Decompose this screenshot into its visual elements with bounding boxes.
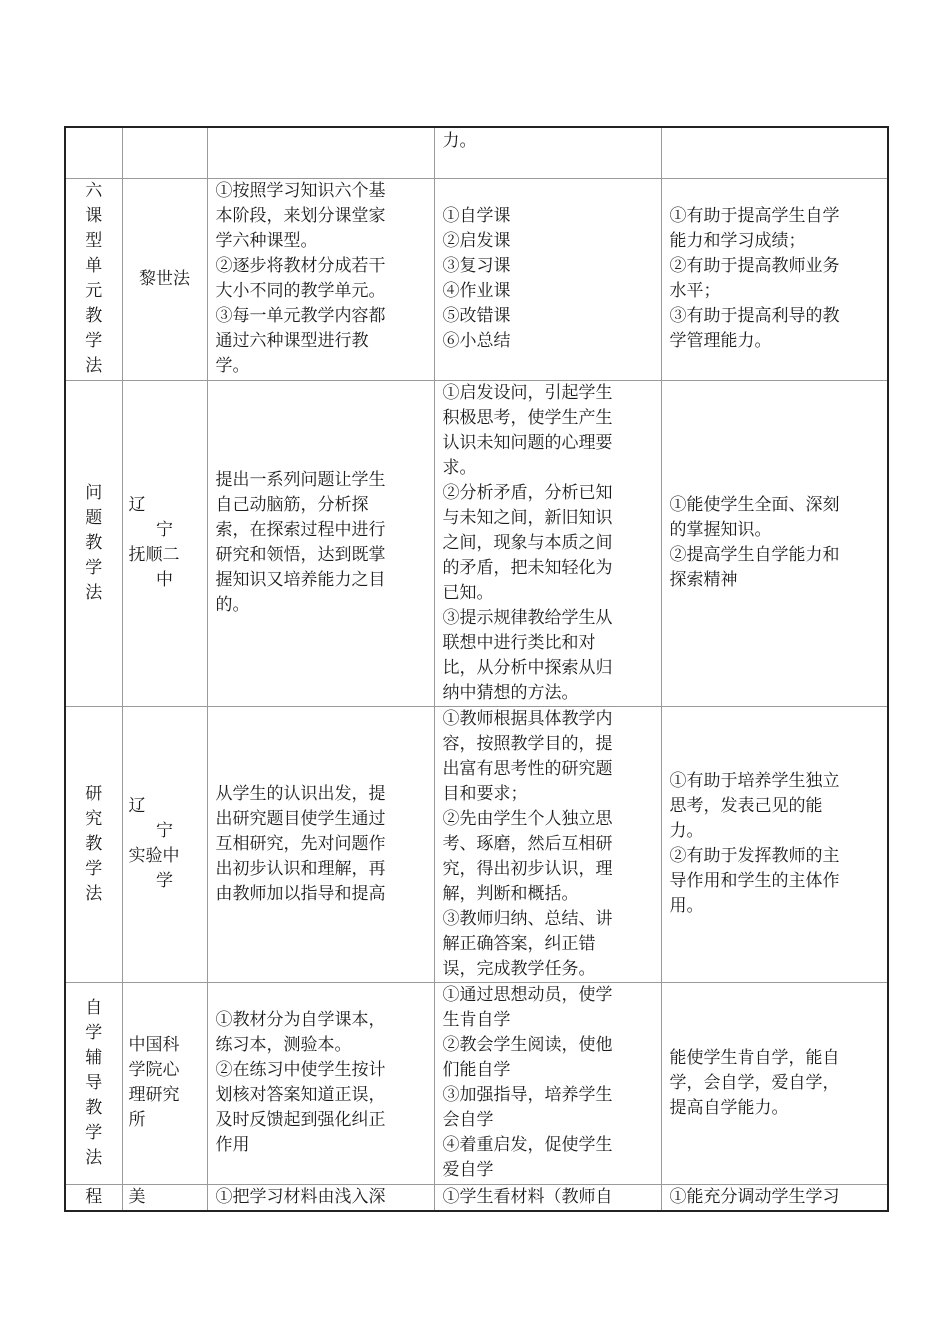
author-line: 中国科 [128,1035,180,1055]
effects-line: 的掌握知识。 [669,520,772,540]
steps-line: 容，按照教学目的，提 [442,733,613,754]
steps-line: 解正确答案，纠正错 [442,933,596,954]
steps-line: ①启发设问，引起学生 [442,382,613,403]
method-name-char: 题 [85,507,103,528]
method-name-char: 学 [85,1122,103,1143]
table-row [65,1184,888,1211]
method-name-char: 导 [85,1072,103,1093]
steps-cell [434,127,661,178]
steps-line: 究，得出初步认识，理 [442,858,613,879]
method-name-cell [65,706,122,982]
steps-line: ④作业课 [442,281,511,301]
features-line: 划核对答案知道正误， [215,1085,386,1105]
author-line: 理研究 [128,1085,180,1105]
steps-cell [434,1184,661,1211]
steps-cell [434,982,661,1184]
method-name-cell [65,380,122,706]
features-line: 的。 [215,595,250,615]
steps-line: ③教师归纳、总结、讲 [442,908,613,929]
steps-cell [434,178,661,380]
effects-line: ②提高学生自学能力和 [669,545,840,565]
features-line: ②在练习中使学生按计 [215,1060,386,1080]
method-name-char: 法 [85,356,103,376]
effects-line: 能力和学习成绩； [669,231,806,251]
effects-line: 提高自学能力。 [669,1097,789,1118]
features-line: 练习本，测验本。 [215,1035,352,1055]
steps-line: 之间，现象与本质之间 [442,532,613,553]
steps-line: ①教师根据具体教学内 [442,708,613,729]
steps-line: ②先由学生个人独立思 [442,808,613,829]
effects-cell [661,1184,888,1211]
method-name-char: 辅 [85,1047,103,1068]
steps-line: ①自学课 [442,206,511,226]
method-name-char: 课 [85,206,103,226]
steps-line: 误，完成教学任务。 [442,958,596,979]
author-cell [122,380,207,706]
method-name-char: 教 [85,532,103,553]
method-name-cell [65,1184,122,1211]
features-line: 学。 [215,356,250,376]
effects-line: ②有助于提高教师业务 [669,256,840,276]
effects-line: ①能充分调动学生学习 [669,1186,840,1207]
method-name-char: 学 [85,331,103,351]
features-line: 学六种课型。 [215,231,318,251]
steps-line: ②启发课 [442,231,511,251]
method-name-char: 教 [85,306,103,326]
method-name-char: 型 [85,231,103,251]
steps-line: 求。 [442,457,477,478]
steps-line: 积极思考，使学生产生 [442,407,613,428]
effects-cell [661,982,888,1184]
features-cell [207,178,434,380]
steps-line: 爱自学 [442,1160,494,1180]
author-line: 黎世法 [139,268,190,289]
effects-line: ②有助于发挥教师的主 [669,846,840,866]
author-cell [122,706,207,982]
author-cell [122,178,207,380]
steps-line: 解，判断和概括。 [442,883,579,904]
method-name-char: 教 [85,1097,103,1118]
effects-cell [661,706,888,982]
effects-line: 力。 [669,821,704,841]
table-row [65,706,888,982]
method-name-char: 自 [85,997,103,1018]
features-line: 从学生的认识出发，提 [215,783,386,804]
teaching-methods-table [64,126,889,1212]
method-name-char: 六 [85,181,103,201]
method-name-cell [65,982,122,1184]
steps-line: ①学生看材料（教师自 [442,1186,613,1207]
effects-cell [661,380,888,706]
steps-line: 已知。 [442,582,494,603]
steps-cell [434,380,661,706]
steps-line: ②分析矛盾，分析已知 [442,482,613,503]
steps-line: 比，从分析中探索从归 [442,657,613,678]
steps-cell [434,706,661,982]
author-cell [122,982,207,1184]
method-name-cell [65,127,122,178]
features-line: 提出一系列问题让学生 [215,470,386,490]
steps-line: ⑤改错课 [442,306,511,326]
effects-line: 探索精神 [669,570,738,590]
method-name-char: 单 [85,256,103,276]
features-line: 握知识又培养能力之目 [215,570,386,590]
steps-line: ④着重启发，促使学生 [442,1135,613,1155]
steps-line: 认识未知问题的心理要 [442,432,613,453]
effects-line: 思考，发表己见的能 [669,796,823,816]
author-line: 辽 [128,495,146,515]
author-line: 中 [156,570,173,590]
method-name-char: 程 [85,1186,103,1207]
steps-line: 会自学 [442,1110,494,1130]
features-cell [207,1184,434,1211]
effects-line: 学，会自学，爱自学， [669,1072,840,1093]
features-line: 自己动脑筋，分析探 [215,495,369,515]
features-line: ③每一单元教学内容都 [215,306,386,326]
steps-line: ③加强指导，培养学生 [442,1085,613,1105]
author-line: 辽 [128,796,146,816]
method-name-char: 学 [85,1022,103,1043]
steps-line: ③提示规律教给学生从 [442,607,613,628]
features-cell [207,982,434,1184]
features-line: 由教师加以指导和提高 [215,883,386,904]
steps-line: ③复习课 [442,256,511,276]
method-name-char: 究 [85,808,103,829]
effects-line: ①能使学生全面、深刻 [669,495,840,515]
features-cell [207,127,434,178]
features-line: 研究和领悟，达到既掌 [215,545,386,565]
features-line: 出研究题目使学生通过 [215,808,386,829]
effects-line: 能使学生肯自学，能自 [669,1047,840,1068]
steps-line: 力。 [442,131,477,151]
method-name-char: 法 [85,582,103,603]
steps-line: 联想中进行类比和对 [442,632,596,653]
steps-line: 们能自学 [442,1060,511,1080]
author-line: 宁 [156,821,173,841]
steps-line: ②教会学生阅读，使他 [442,1035,613,1055]
steps-line: 生肯自学 [442,1010,511,1030]
steps-line: 目和要求； [442,783,528,804]
features-line: 出初步认识和理解，再 [215,858,386,879]
effects-cell [661,127,888,178]
effects-line: 水平； [669,281,721,301]
table-row [65,127,888,178]
method-name-cell [65,178,122,380]
author-line: 实验中 [128,846,180,866]
features-line: 通过六种课型进行教 [215,331,369,351]
method-name-char: 教 [85,833,103,854]
method-name-char: 问 [85,482,103,503]
method-name-char: 法 [85,883,103,904]
steps-line: 考、琢磨，然后互相研 [442,833,613,854]
author-cell [122,1184,207,1211]
table-row [65,380,888,706]
steps-line: 的矛盾，把未知轻化为 [442,557,613,578]
steps-line: 出富有思考性的研究题 [442,758,613,779]
features-line: 大小不同的教学单元。 [215,281,386,301]
features-cell [207,380,434,706]
features-line: 本阶段，来划分课堂家 [215,206,386,226]
author-line: 学院心 [128,1060,180,1080]
features-line: 作用 [215,1135,250,1155]
steps-line: ⑥小总结 [442,331,511,351]
features-line: ①教材分为自学课本， [215,1010,386,1030]
author-cell [122,127,207,178]
method-name-char: 法 [85,1147,103,1168]
features-cell [207,706,434,982]
effects-line: ③有助于提高利导的教 [669,306,840,326]
table-row [65,178,888,380]
author-line: 学 [156,871,173,891]
features-line: 及时反馈起到强化纠正 [215,1110,386,1130]
steps-line: 与未知之间，新旧知识 [442,507,613,528]
author-line: 美 [128,1186,146,1207]
effects-line: 导作用和学生的主体作 [669,871,840,891]
effects-cell [661,178,888,380]
features-line: ①按照学习知识六个基 [215,181,386,201]
features-line: ①把学习材料由浅入深 [215,1186,386,1207]
effects-line: 学管理能力。 [669,331,772,351]
method-name-char: 研 [85,783,103,804]
effects-line: 用。 [669,896,704,916]
method-name-char: 学 [85,557,103,578]
steps-line: ①通过思想动员，使学 [442,985,613,1005]
table-row [65,982,888,1184]
effects-line: ①有助于培养学生独立 [669,771,840,791]
features-line: ②逐步将教材分成若干 [215,256,386,276]
method-name-char: 学 [85,858,103,879]
effects-line: ①有助于提高学生自学 [669,206,840,226]
features-line: 互相研究，先对问题作 [215,833,386,854]
author-line: 抚顺二 [128,545,180,565]
method-name-char: 元 [85,281,103,301]
steps-line: 纳中猜想的方法。 [442,682,579,703]
author-line: 宁 [156,520,173,540]
author-line: 所 [128,1110,146,1130]
features-line: 索，在探索过程中进行 [215,520,386,540]
